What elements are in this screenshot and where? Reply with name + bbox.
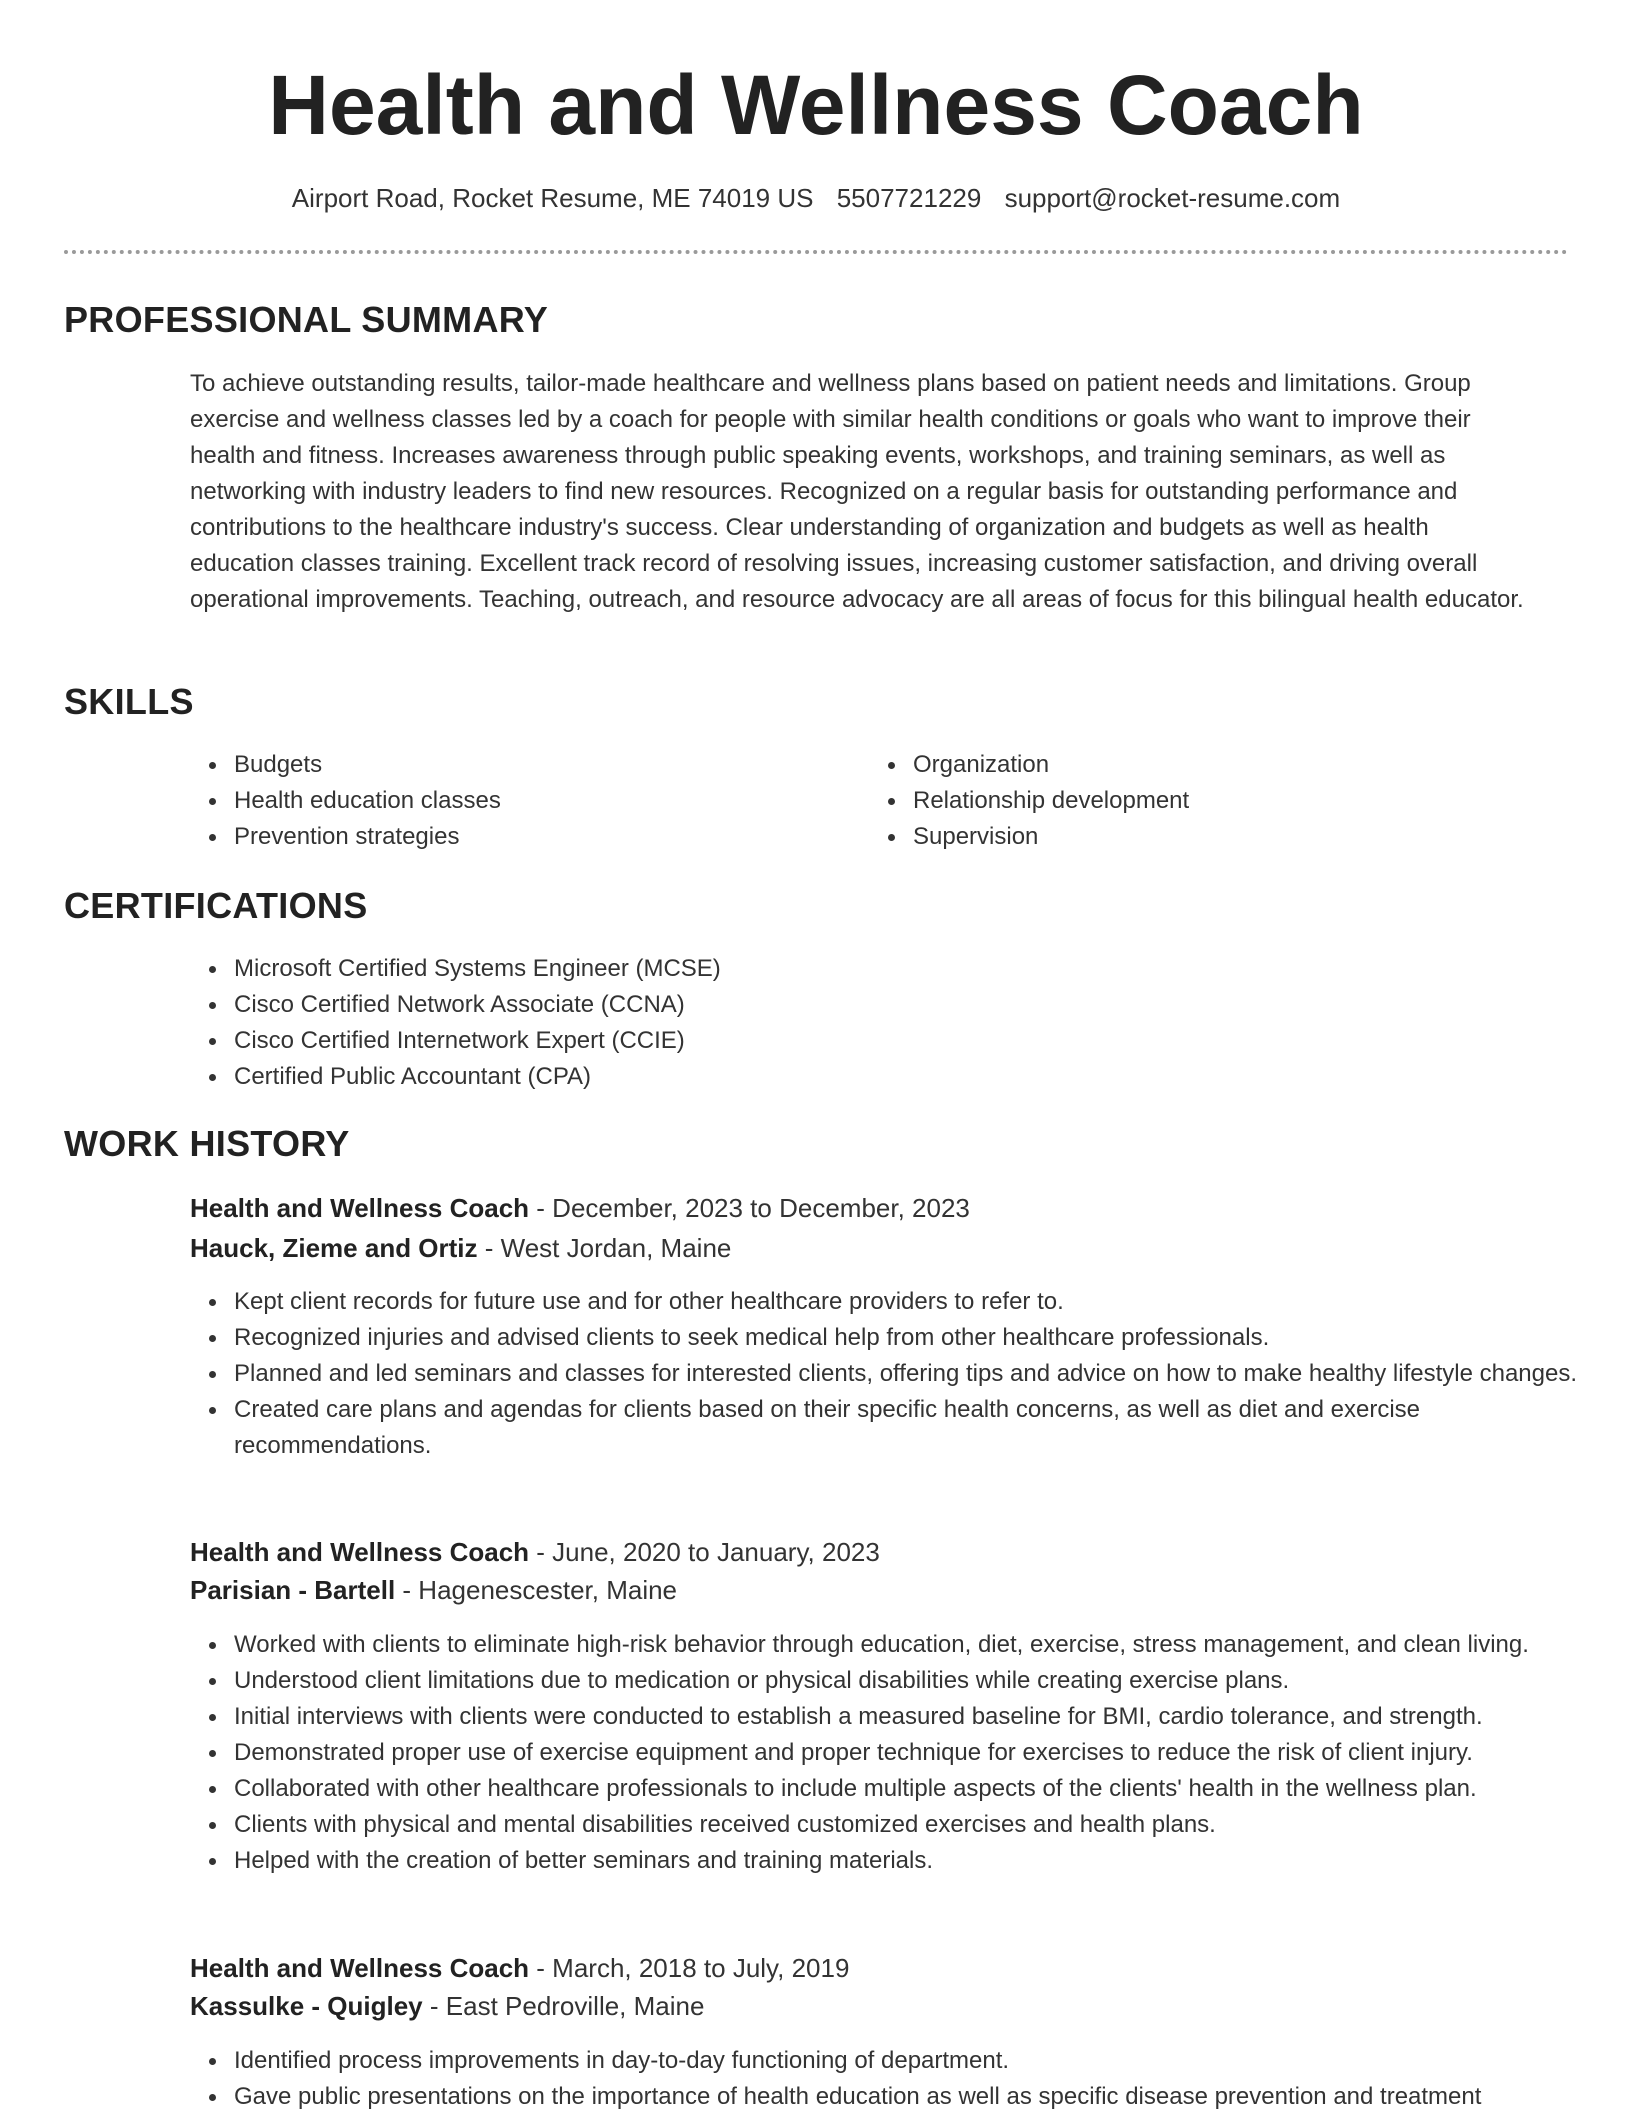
resume-name: Health and Wellness Coach [268, 58, 1364, 152]
section-title-skills: SKILLS [64, 681, 194, 722]
job-bullet: Initial interviews with clients were conducted to establish a measured baseline for BMI, cardio tolerance, and strength. [234, 1699, 1594, 1735]
job-bullet: Identified process improvements in day-to-day functioning of department. [234, 2043, 1632, 2079]
job-bullet: Worked with clients to eliminate high-risk behavior through education, diet, exercise, stress management, and clean living. [234, 1627, 1594, 1663]
job-company: Kassulke - Quigley [190, 1991, 423, 2021]
certification-item: Cisco Certified Internetwork Expert (CCIE) [234, 1023, 1534, 1059]
skill-item: Health education classes [234, 783, 834, 819]
certification-item: Certified Public Accountant (CPA) [234, 1059, 1534, 1095]
job-bullet: Collaborated with other healthcare professionals to include multiple aspects of the clients' health in the wellness plan. [234, 1771, 1594, 1807]
job-dates: - December, 2023 to December, 2023 [529, 1193, 970, 1223]
skill-item: Organization [913, 747, 1513, 783]
job-bullet: Created care plans and agendas for clients based on their specific health concerns, as well as diet and exercise recommendations. [234, 1392, 1594, 1464]
skill-item: Relationship development [913, 783, 1513, 819]
job-bullet: Kept client records for future use and for other healthcare providers to refer to. [234, 1284, 1594, 1320]
skill-item: Prevention strategies [234, 819, 834, 855]
job-role: Health and Wellness Coach [190, 1953, 530, 1983]
job-dates: - March, 2018 to July, 2019 [529, 1953, 850, 1983]
job-bullet: Understood client limitations due to medication or physical disabilities while creating exercise plans. [234, 1663, 1594, 1699]
header-divider [64, 250, 1568, 254]
skills-list-left [190, 747, 834, 855]
job-bullets [190, 1627, 1594, 1879]
skill-item: Supervision [913, 819, 1513, 855]
summary-text: To achieve outstanding results, tailor-made healthcare and wellness plans based on patient needs and limitations. Group exercise and wellness classes led by a coach for people with similar health conditions or goals who want to improve their health and fitness. Increases awareness through public speaking events, workshops, and training seminars, as well as networking with industry leaders to find new resources. Recognized on a regular basis for outstanding performance and contributions to the healthcare industry's success. Clear understanding of organization and budgets as well as health education classes training. Excellent track record of resolving issues, increasing customer satisfaction, and driving overall operational improvements. Teaching, outreach, and resource advocacy are all areas of focus for this bilingual health educator. [190, 370, 1524, 613]
job-bullet: Recognized injuries and advised clients to seek medical help from other healthcare professionals. [234, 1320, 1594, 1356]
job-location: - West Jordan, Maine [477, 1233, 732, 1263]
job-bullet: Gave public presentations on the importance of health education as well as specific disease prevention and treatment [234, 2079, 1632, 2112]
job-company-line [190, 1230, 731, 1266]
contact-line [0, 180, 1632, 216]
job-bullet: Planned and led seminars and classes for interested clients, offering tips and advice on how to make healthy lifestyle changes. [234, 1356, 1594, 1392]
job-bullet: Demonstrated proper use of exercise equipment and proper technique for exercises to reduce the risk of client injury. [234, 1735, 1594, 1771]
job-bullets [190, 1284, 1594, 1464]
job-company: Parisian - Bartell [190, 1575, 396, 1605]
contact-email: support@rocket-resume.com [1004, 183, 1341, 213]
skills-list-right [869, 747, 1513, 855]
job-bullets [190, 2043, 1632, 2112]
certification-item: Microsoft Certified Systems Engineer (MCSE) [234, 951, 1534, 987]
contact-phone: 5507721229 [836, 183, 982, 213]
section-title-work-history: WORK HISTORY [64, 1123, 350, 1164]
contact-address: Airport Road, Rocket Resume, ME 74019 US [291, 183, 814, 213]
certification-item: Cisco Certified Network Associate (CCNA) [234, 987, 1534, 1023]
job-company-line [190, 1572, 677, 1608]
job-dates: - June, 2020 to January, 2023 [529, 1537, 880, 1567]
job-company-line [190, 1988, 704, 2024]
job-location: - East Pedroville, Maine [422, 1991, 705, 2021]
job-role: Health and Wellness Coach [190, 1537, 530, 1567]
job-company: Hauck, Zieme and Ortiz [190, 1233, 478, 1263]
job-bullet: Helped with the creation of better seminars and training materials. [234, 1843, 1594, 1879]
job-location: - Hagenescester, Maine [395, 1575, 678, 1605]
job-title-line [190, 1950, 849, 1986]
skill-item: Budgets [234, 747, 834, 783]
section-title-summary: PROFESSIONAL SUMMARY [64, 299, 549, 340]
job-role: Health and Wellness Coach [190, 1193, 530, 1223]
job-title-line [190, 1190, 970, 1226]
certifications-list [190, 951, 1534, 1095]
section-title-certifications: CERTIFICATIONS [64, 885, 368, 926]
job-bullet: Clients with physical and mental disabilities received customized exercises and health plans. [234, 1807, 1594, 1843]
job-title-line [190, 1534, 880, 1570]
